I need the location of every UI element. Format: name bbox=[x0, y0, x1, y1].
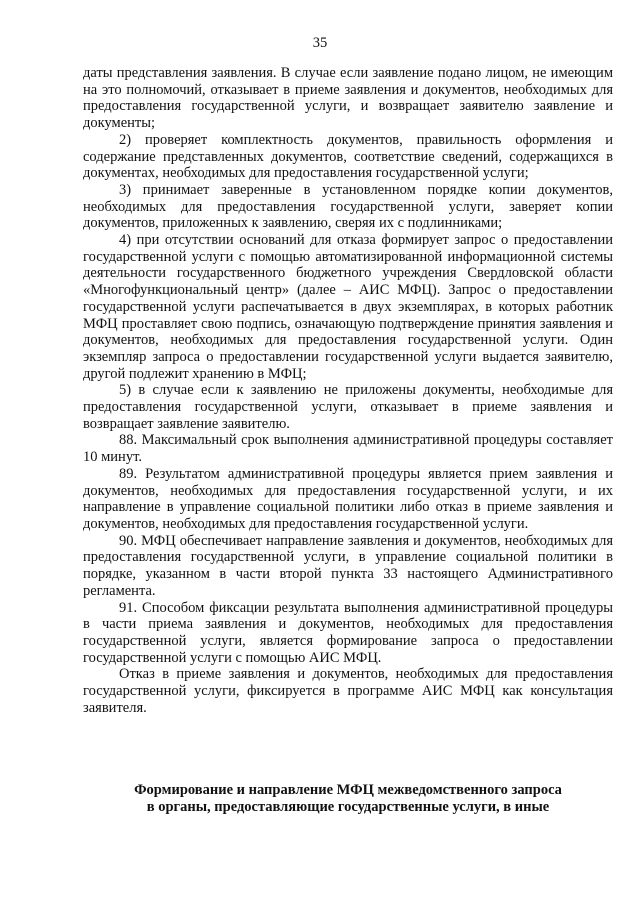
section-heading bbox=[83, 782, 613, 816]
section-heading-line-2: в органы, предоставляющие государственные услуги, в иные bbox=[146, 799, 550, 815]
paragraph-clause-88: 88. Максимальный срок выполнения административной процедуры составляет 10 минут. bbox=[83, 432, 613, 466]
page-number: 35 bbox=[312, 35, 328, 51]
document-body bbox=[83, 65, 613, 716]
paragraph-clause-91: 91. Способом фиксации результата выполнения административной процедуры в части приема заявления и документов, необходимых для предоставления государственной услуги, является формирование запроса о предоставлении государственной услуги с помощью АИС МФЦ. bbox=[83, 599, 613, 666]
paragraph-continuation: даты представления заявления. В случае если заявление подано лицом, не имеющим на это полномочий, отказывает в приеме заявления и документов, необходимых для предоставления государственной услуги, и возвращает заявителю заявление и документы; bbox=[83, 65, 613, 132]
paragraph-refusal-note: Отказ в приеме заявления и документов, необходимых для предоставления государственной услуги, фиксируется в программе АИС МФЦ как консультация заявителя. bbox=[83, 666, 613, 716]
section-heading-line-1: Формирование и направление МФЦ межведомственного запроса bbox=[134, 782, 562, 798]
paragraph-item-5: 5) в случае если к заявлению не приложены документы, необходимые для предоставления государственной услуги, отказывает в приеме заявления и возвращает заявление заявителю. bbox=[83, 382, 613, 432]
paragraph-item-3: 3) принимает заверенные в установленном порядке копии документов, необходимых для предоставления государственной услуги, заверяет копии документов, приложенных к заявлению, сверяя их с подлинниками; bbox=[83, 181, 613, 232]
paragraph-clause-90: 90. МФЦ обеспечивает направление заявления и документов, необходимых для предоставления государственной услуги, в управление социальной политики в порядке, указанном в части второй пункта 33 настоящего Административного регламента. bbox=[83, 532, 613, 599]
paragraph-item-4: 4) при отсутствии оснований для отказа формирует запрос о предоставлении государственной услуги с помощью автоматизированной информационной системы деятельности государственного бюджетного учреждения Свердловской области «Многофункциональный центр» (далее – АИС МФЦ). Запрос о предоставлении государственной услуги распечатывается в двух экземплярах, в которых работник МФЦ проставляет свою подпись, означающую подтверждение принятия заявления и документов, необходимых для предоставления государственной услуги. Один экземпляр запроса о предоставлении государственной услуги выдается заявителю, другой подлежит хранению в МФЦ; bbox=[83, 232, 613, 382]
paragraph-clause-89: 89. Результатом административной процедуры является прием заявления и документов, необходимых для предоставления государственной услуги, и их направление в управление социальной политики либо отказ в приеме заявления и документов, необходимых для предоставления государственной услуги. bbox=[83, 465, 613, 532]
paragraph-item-2: 2) проверяет комплектность документов, правильность оформления и содержание представленных документов, соответствие сведений, содержащихся в документах, необходимых для предоставления государственной услуги; bbox=[83, 131, 613, 182]
